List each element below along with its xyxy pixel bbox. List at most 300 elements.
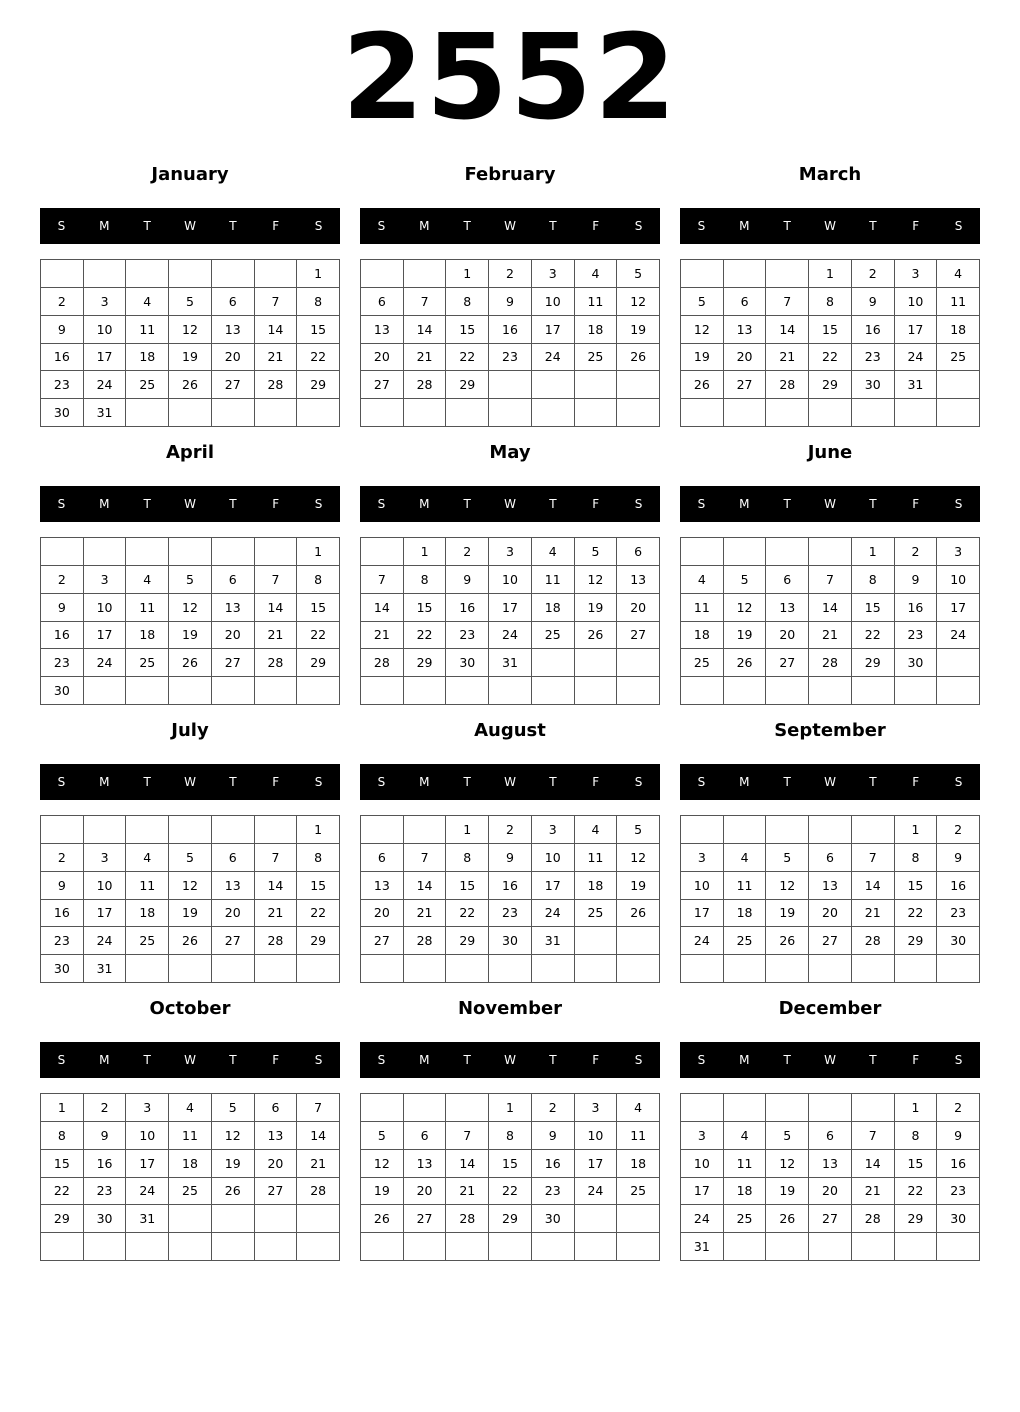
day-cell: 2 (532, 1094, 575, 1122)
day-cell: 25 (126, 371, 169, 399)
day-cell: 8 (41, 1122, 84, 1150)
day-cell: 29 (809, 371, 852, 399)
day-cell: 7 (852, 844, 895, 872)
day-cell (489, 399, 532, 427)
day-cell: 6 (361, 844, 404, 872)
day-cell: 3 (937, 538, 980, 566)
day-cell: 17 (84, 900, 127, 928)
day-cell (617, 371, 660, 399)
day-cell: 27 (766, 649, 809, 677)
day-cell: 16 (84, 1150, 127, 1178)
day-cell: 30 (41, 677, 84, 705)
weekday-label: S (634, 497, 643, 511)
day-cell (212, 677, 255, 705)
day-cell: 17 (84, 622, 127, 650)
day-cell (895, 955, 938, 983)
day-cell: 15 (297, 316, 340, 344)
day-cell: 24 (489, 622, 532, 650)
day-cell: 24 (84, 371, 127, 399)
weekday-label: M (739, 497, 750, 511)
month-name: October (149, 998, 231, 1019)
day-cell: 18 (532, 594, 575, 622)
day-cell (212, 1233, 255, 1261)
day-cell: 19 (766, 900, 809, 928)
day-cell: 29 (297, 649, 340, 677)
day-cell: 2 (937, 816, 980, 844)
day-cell: 9 (852, 288, 895, 316)
day-cell: 8 (446, 844, 489, 872)
day-cell: 12 (361, 1150, 404, 1178)
day-cell: 4 (532, 538, 575, 566)
day-cell: 18 (724, 1178, 767, 1206)
weekday-header (40, 764, 340, 800)
day-cell: 11 (575, 288, 618, 316)
weekday-header (40, 1042, 340, 1078)
day-cell (489, 371, 532, 399)
day-cell: 21 (297, 1150, 340, 1178)
weekday-label: T (463, 1053, 471, 1067)
day-cell: 14 (766, 316, 809, 344)
day-cell: 1 (489, 1094, 532, 1122)
day-cell: 4 (575, 260, 618, 288)
day-cell: 26 (169, 927, 212, 955)
day-cell (766, 399, 809, 427)
weekday-label: S (954, 219, 963, 233)
weekday-label: S (377, 1053, 386, 1067)
day-cell: 13 (255, 1122, 298, 1150)
day-cell: 25 (575, 344, 618, 372)
day-cell (575, 1233, 618, 1261)
day-cell: 25 (724, 1205, 767, 1233)
day-cell: 23 (937, 1178, 980, 1206)
day-cell: 16 (489, 872, 532, 900)
day-cell (724, 816, 767, 844)
day-cell (937, 1233, 980, 1261)
day-cell: 4 (126, 566, 169, 594)
day-cell (212, 1205, 255, 1233)
day-cell: 22 (297, 344, 340, 372)
day-cell: 24 (575, 1178, 618, 1206)
day-cell: 31 (532, 927, 575, 955)
day-cell: 14 (404, 872, 447, 900)
day-cell: 31 (681, 1233, 724, 1261)
day-cell: 17 (84, 344, 127, 372)
day-cell (724, 538, 767, 566)
day-cell: 2 (489, 816, 532, 844)
month-name: July (171, 720, 209, 741)
day-cell (404, 1233, 447, 1261)
weekday-label: M (99, 219, 110, 233)
day-cell: 12 (766, 1150, 809, 1178)
day-cell: 2 (41, 566, 84, 594)
day-cell: 7 (404, 288, 447, 316)
day-cell (681, 260, 724, 288)
day-cell: 7 (255, 288, 298, 316)
day-cell: 5 (724, 566, 767, 594)
day-cell: 29 (852, 649, 895, 677)
day-grid (680, 815, 980, 983)
day-cell: 20 (809, 1178, 852, 1206)
day-cell (126, 260, 169, 288)
day-cell: 3 (895, 260, 938, 288)
weekday-label: M (99, 1053, 110, 1067)
weekday-header (40, 208, 340, 244)
weekday-label: T (463, 219, 471, 233)
day-cell: 23 (937, 900, 980, 928)
weekday-label: T (783, 775, 791, 789)
day-cell: 31 (84, 955, 127, 983)
day-cell: 1 (852, 538, 895, 566)
day-cell (681, 399, 724, 427)
day-cell: 27 (809, 1205, 852, 1233)
weekday-label: T (783, 1053, 791, 1067)
day-cell: 27 (361, 927, 404, 955)
day-cell: 27 (724, 371, 767, 399)
day-cell (895, 1233, 938, 1261)
weekday-label: S (954, 1053, 963, 1067)
day-cell: 16 (446, 594, 489, 622)
weekday-label: M (419, 219, 430, 233)
day-cell (532, 371, 575, 399)
day-cell (724, 260, 767, 288)
day-cell: 22 (404, 622, 447, 650)
day-cell: 31 (489, 649, 532, 677)
day-cell: 2 (41, 288, 84, 316)
day-cell: 25 (575, 900, 618, 928)
day-cell: 3 (681, 1122, 724, 1150)
day-cell: 4 (126, 288, 169, 316)
day-cell (724, 1233, 767, 1261)
day-cell (895, 399, 938, 427)
day-cell: 10 (84, 316, 127, 344)
day-cell (489, 1233, 532, 1261)
weekday-label: S (954, 497, 963, 511)
day-cell (169, 260, 212, 288)
day-cell: 19 (617, 872, 660, 900)
day-grid (360, 259, 660, 427)
day-cell (41, 538, 84, 566)
day-cell: 22 (809, 344, 852, 372)
day-cell: 26 (212, 1178, 255, 1206)
day-grid (40, 259, 340, 427)
day-cell: 18 (126, 900, 169, 928)
day-cell (809, 955, 852, 983)
day-cell: 10 (937, 566, 980, 594)
day-cell: 15 (404, 594, 447, 622)
day-cell: 4 (575, 816, 618, 844)
day-cell: 7 (766, 288, 809, 316)
weekday-label: F (592, 1053, 600, 1067)
day-cell: 19 (169, 900, 212, 928)
day-cell (297, 1205, 340, 1233)
day-cell: 15 (852, 594, 895, 622)
day-cell: 17 (489, 594, 532, 622)
day-cell (617, 1205, 660, 1233)
day-cell: 10 (489, 566, 532, 594)
day-cell: 1 (41, 1094, 84, 1122)
day-cell (617, 649, 660, 677)
day-cell: 31 (895, 371, 938, 399)
day-cell: 21 (809, 622, 852, 650)
day-cell: 17 (532, 316, 575, 344)
day-cell: 6 (212, 844, 255, 872)
day-cell (404, 677, 447, 705)
day-cell (681, 677, 724, 705)
day-cell: 28 (404, 371, 447, 399)
day-cell: 27 (361, 371, 404, 399)
month-name: April (165, 442, 215, 463)
day-cell: 4 (126, 844, 169, 872)
day-grid (40, 537, 340, 705)
weekday-label: T (549, 1053, 557, 1067)
day-cell: 5 (169, 566, 212, 594)
day-cell: 2 (895, 538, 938, 566)
day-cell: 16 (41, 344, 84, 372)
day-grid (680, 537, 980, 705)
day-cell (361, 399, 404, 427)
day-cell: 12 (724, 594, 767, 622)
day-cell: 23 (41, 927, 84, 955)
day-cell (255, 1205, 298, 1233)
day-cell (126, 677, 169, 705)
day-cell: 21 (852, 900, 895, 928)
day-cell: 1 (895, 1094, 938, 1122)
day-cell: 8 (404, 566, 447, 594)
weekday-header (40, 486, 340, 522)
weekday-label: S (634, 219, 643, 233)
day-cell: 9 (84, 1122, 127, 1150)
day-cell (404, 1094, 447, 1122)
day-cell: 23 (41, 649, 84, 677)
day-cell: 2 (852, 260, 895, 288)
day-cell: 19 (575, 594, 618, 622)
day-cell: 27 (212, 927, 255, 955)
day-cell (297, 955, 340, 983)
day-cell: 20 (404, 1178, 447, 1206)
day-cell: 5 (766, 1122, 809, 1150)
day-cell: 19 (617, 316, 660, 344)
day-cell (852, 955, 895, 983)
day-cell: 14 (809, 594, 852, 622)
day-cell: 31 (126, 1205, 169, 1233)
weekday-label: T (869, 219, 877, 233)
day-cell: 20 (361, 900, 404, 928)
day-cell: 15 (297, 594, 340, 622)
day-cell: 15 (809, 316, 852, 344)
day-cell: 11 (724, 872, 767, 900)
day-cell (937, 371, 980, 399)
day-cell: 10 (895, 288, 938, 316)
day-cell (361, 538, 404, 566)
weekday-label: W (184, 219, 196, 233)
weekday-label: M (419, 1053, 430, 1067)
day-cell (404, 260, 447, 288)
day-cell: 12 (169, 316, 212, 344)
day-cell: 28 (255, 371, 298, 399)
day-cell: 3 (126, 1094, 169, 1122)
weekday-label: F (272, 775, 280, 789)
day-cell: 26 (575, 622, 618, 650)
day-cell: 7 (361, 566, 404, 594)
day-cell: 22 (895, 900, 938, 928)
day-cell: 20 (212, 900, 255, 928)
day-cell (361, 816, 404, 844)
day-cell: 27 (617, 622, 660, 650)
day-cell: 23 (532, 1178, 575, 1206)
day-cell (852, 677, 895, 705)
day-cell: 26 (617, 344, 660, 372)
day-cell (766, 955, 809, 983)
weekday-label: S (377, 219, 386, 233)
day-cell (361, 1094, 404, 1122)
weekday-label: T (229, 1053, 237, 1067)
day-cell: 5 (766, 844, 809, 872)
day-cell (446, 1094, 489, 1122)
day-grid (680, 1093, 980, 1261)
day-cell (681, 1094, 724, 1122)
weekday-label: T (783, 497, 791, 511)
day-cell: 29 (446, 927, 489, 955)
day-cell (575, 399, 618, 427)
day-cell (41, 1233, 84, 1261)
day-cell: 1 (446, 260, 489, 288)
weekday-label: T (463, 497, 471, 511)
day-cell: 9 (895, 566, 938, 594)
day-cell: 15 (446, 316, 489, 344)
day-cell: 18 (681, 622, 724, 650)
day-cell: 19 (766, 1178, 809, 1206)
day-cell: 27 (255, 1178, 298, 1206)
day-cell: 5 (212, 1094, 255, 1122)
weekday-label: T (549, 775, 557, 789)
day-cell: 13 (212, 316, 255, 344)
day-cell: 4 (681, 566, 724, 594)
day-cell (489, 955, 532, 983)
day-cell: 3 (84, 844, 127, 872)
weekday-label: S (697, 1053, 706, 1067)
day-cell: 30 (41, 955, 84, 983)
day-cell: 17 (895, 316, 938, 344)
day-cell: 18 (575, 872, 618, 900)
day-cell (84, 816, 127, 844)
day-cell (255, 955, 298, 983)
day-cell: 10 (126, 1122, 169, 1150)
day-cell: 22 (297, 900, 340, 928)
weekday-label: S (314, 497, 323, 511)
day-cell: 7 (446, 1122, 489, 1150)
weekday-label: S (314, 1053, 323, 1067)
day-cell (766, 1233, 809, 1261)
weekday-label: S (697, 219, 706, 233)
day-cell: 11 (681, 594, 724, 622)
day-cell (575, 955, 618, 983)
day-cell: 16 (532, 1150, 575, 1178)
day-cell: 30 (895, 649, 938, 677)
day-cell (766, 538, 809, 566)
day-cell: 28 (852, 927, 895, 955)
day-cell: 15 (895, 1150, 938, 1178)
day-cell: 27 (212, 649, 255, 677)
day-cell: 11 (617, 1122, 660, 1150)
day-cell: 20 (255, 1150, 298, 1178)
day-cell: 6 (255, 1094, 298, 1122)
weekday-label: S (634, 1053, 643, 1067)
day-cell (724, 399, 767, 427)
weekday-label: S (377, 775, 386, 789)
day-cell: 8 (297, 288, 340, 316)
day-cell: 13 (212, 872, 255, 900)
day-cell: 16 (489, 316, 532, 344)
day-cell (169, 1233, 212, 1261)
day-cell: 19 (361, 1178, 404, 1206)
weekday-label: F (272, 497, 280, 511)
day-cell: 24 (681, 927, 724, 955)
weekday-label: S (314, 219, 323, 233)
month-name: March (798, 164, 862, 185)
day-cell: 31 (84, 399, 127, 427)
day-cell: 27 (212, 371, 255, 399)
day-cell: 12 (169, 594, 212, 622)
day-cell: 10 (532, 288, 575, 316)
weekday-label: F (912, 219, 920, 233)
day-cell: 6 (809, 844, 852, 872)
day-cell: 24 (532, 344, 575, 372)
day-cell (169, 955, 212, 983)
day-cell (361, 260, 404, 288)
day-cell: 28 (404, 927, 447, 955)
day-cell (169, 677, 212, 705)
day-cell (255, 538, 298, 566)
day-cell (724, 1094, 767, 1122)
day-cell: 12 (766, 872, 809, 900)
day-cell: 17 (575, 1150, 618, 1178)
day-cell: 1 (297, 260, 340, 288)
day-cell (895, 677, 938, 705)
day-cell (809, 816, 852, 844)
day-cell: 3 (489, 538, 532, 566)
day-cell: 13 (766, 594, 809, 622)
weekday-label: M (99, 775, 110, 789)
day-cell: 29 (489, 1205, 532, 1233)
day-cell: 29 (297, 371, 340, 399)
weekday-header (360, 764, 660, 800)
day-cell (532, 399, 575, 427)
day-cell: 23 (84, 1178, 127, 1206)
day-cell: 1 (404, 538, 447, 566)
day-cell (532, 955, 575, 983)
day-cell: 30 (852, 371, 895, 399)
day-cell (126, 955, 169, 983)
day-cell (84, 677, 127, 705)
day-cell (575, 927, 618, 955)
day-cell: 10 (681, 1150, 724, 1178)
day-cell: 21 (255, 622, 298, 650)
day-cell (617, 955, 660, 983)
day-cell (255, 816, 298, 844)
day-cell: 6 (724, 288, 767, 316)
day-cell (169, 1205, 212, 1233)
day-cell: 21 (404, 344, 447, 372)
day-cell: 29 (297, 927, 340, 955)
day-cell: 22 (446, 344, 489, 372)
day-grid (360, 1093, 660, 1261)
day-grid (360, 815, 660, 983)
day-cell: 24 (937, 622, 980, 650)
day-cell: 11 (126, 872, 169, 900)
day-cell: 9 (41, 316, 84, 344)
day-cell: 6 (809, 1122, 852, 1150)
day-cell: 16 (937, 1150, 980, 1178)
